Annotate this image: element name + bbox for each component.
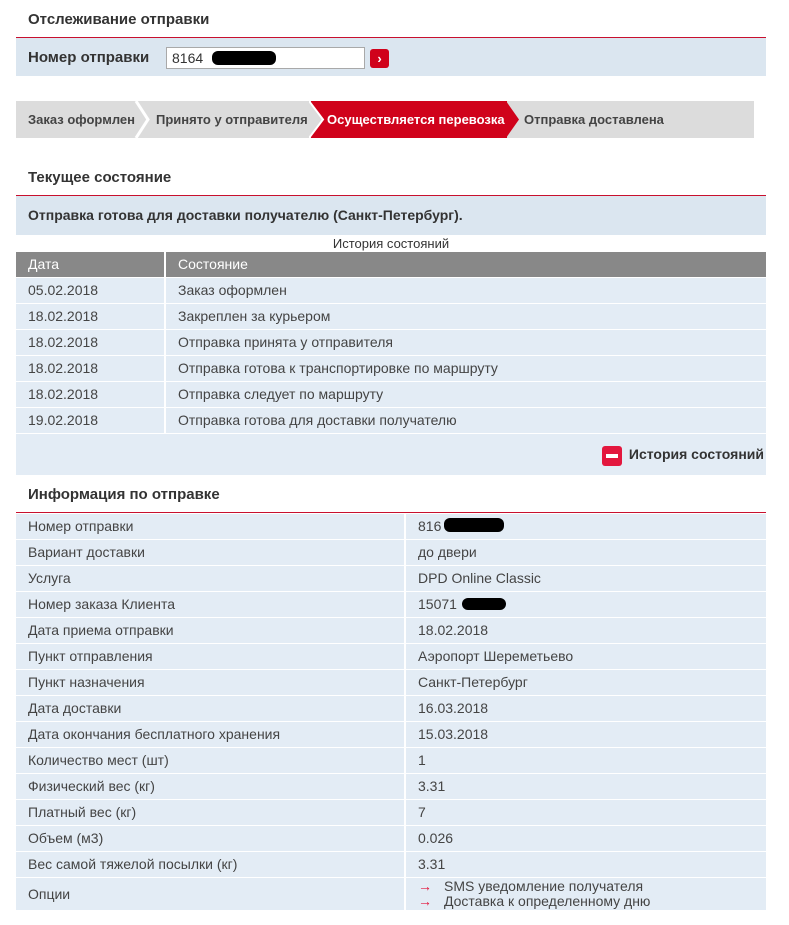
divider — [404, 670, 406, 695]
history-col-state: Состояние — [178, 256, 248, 272]
history-col-date: Дата — [28, 256, 60, 272]
info-row — [16, 774, 766, 799]
info-value: 816 — [418, 518, 442, 534]
divider — [404, 696, 406, 721]
info-value: 3.31 — [418, 778, 446, 794]
history-state: Отправка готова к транспортировке по маршруту — [178, 360, 498, 376]
step-delivered[interactable] — [522, 101, 754, 138]
divider — [404, 748, 406, 773]
info-label: Опции — [28, 886, 71, 902]
redaction-mark — [444, 518, 504, 532]
divider — [404, 852, 406, 877]
history-state: Отправка принята у отправителя — [178, 334, 393, 350]
history-date: 18.02.2018 — [28, 386, 99, 402]
divider — [164, 356, 166, 381]
history-caption: История состояний — [332, 236, 450, 251]
info-label: Вариант доставки — [28, 544, 145, 560]
option-label: SMS уведомление получателя — [444, 878, 644, 894]
info-value: 3.31 — [418, 856, 446, 872]
divider — [164, 408, 166, 433]
info-row — [16, 852, 766, 877]
divider — [404, 644, 406, 669]
history-row — [16, 382, 766, 407]
info-label: Дата окончания бесплатного хранения — [28, 726, 281, 742]
info-value: 18.02.2018 — [418, 622, 489, 638]
divider — [404, 592, 406, 617]
info-label: Дата доставки — [28, 700, 122, 716]
info-value: 15.03.2018 — [418, 726, 489, 742]
chevron-right-icon: › — [377, 51, 382, 66]
history-row — [16, 278, 766, 303]
progress-steps — [16, 101, 754, 138]
history-state: Заказ оформлен — [178, 282, 287, 298]
info-label: Услуга — [28, 570, 71, 586]
tracking-number-label: Номер отправки — [28, 49, 150, 66]
info-row-options — [16, 878, 766, 910]
divider — [404, 826, 406, 851]
info-row — [16, 514, 766, 539]
info-row — [16, 800, 766, 825]
info-value: 1 — [418, 752, 426, 768]
history-footer — [16, 434, 766, 480]
info-value: Аэропорт Шереметьево — [418, 648, 574, 664]
divider — [164, 278, 166, 303]
step-accepted[interactable] — [150, 101, 310, 138]
history-row — [16, 356, 766, 381]
arrow-right-icon: → — [418, 893, 432, 909]
history-collapse-label: История состояний — [628, 446, 764, 462]
redaction-mark — [212, 51, 276, 65]
info-label: Количество мест (шт) — [28, 752, 169, 768]
info-label: Платный вес (кг) — [28, 804, 137, 820]
info-value: 7 — [418, 804, 426, 820]
history-row — [16, 304, 766, 329]
divider — [164, 330, 166, 355]
option-label: Доставка к определенному дню — [444, 893, 651, 909]
info-row — [16, 540, 766, 565]
divider — [404, 774, 406, 799]
info-row — [16, 592, 766, 617]
option-item — [418, 894, 650, 909]
info-row — [16, 618, 766, 643]
info-row — [16, 826, 766, 851]
minus-icon — [602, 446, 622, 466]
current-state-title: Текущее состояние — [16, 158, 766, 196]
tracking-title: Отслеживание отправки — [16, 0, 766, 38]
step-label: Принято у отправителя — [156, 112, 308, 127]
history-date: 18.02.2018 — [28, 308, 99, 324]
info-row — [16, 748, 766, 773]
option-item — [418, 879, 643, 894]
divider — [404, 878, 406, 910]
divider — [164, 382, 166, 407]
info-label: Пункт отправления — [28, 648, 153, 664]
tracking-bar — [16, 38, 766, 76]
history-date: 19.02.2018 — [28, 412, 99, 428]
arrow-right-icon: → — [418, 878, 432, 894]
info-label: Вес самой тяжелой посылки (кг) — [28, 856, 238, 872]
history-row — [16, 408, 766, 433]
step-active-head — [506, 101, 520, 138]
info-row — [16, 644, 766, 669]
info-label: Пункт назначения — [28, 674, 145, 690]
redaction-mark — [462, 598, 506, 610]
step-label: Заказ оформлен — [28, 112, 135, 127]
step-label: Осуществляется перевозка — [327, 112, 505, 127]
divider — [404, 800, 406, 825]
history-header — [16, 252, 766, 277]
divider — [164, 304, 166, 329]
step-active-tail — [309, 101, 325, 138]
step-separator — [134, 101, 150, 138]
info-row — [16, 670, 766, 695]
info-value: Санкт-Петербург — [418, 674, 528, 690]
info-label: Физический вес (кг) — [28, 778, 155, 794]
history-row — [16, 330, 766, 355]
info-value: 15071 — [418, 596, 457, 612]
info-label: Номер отправки — [28, 518, 134, 534]
shipment-info-title: Информация по отправке — [16, 475, 766, 513]
history-state: Отправка готова для доставки получателю — [178, 412, 457, 428]
info-label: Номер заказа Клиента — [28, 596, 176, 612]
info-row — [16, 566, 766, 591]
history-date: 18.02.2018 — [28, 334, 99, 350]
search-button[interactable] — [370, 49, 389, 68]
divider — [404, 566, 406, 591]
history-collapse-button[interactable] — [629, 446, 764, 462]
info-row — [16, 696, 766, 721]
divider — [164, 252, 166, 277]
history-date: 18.02.2018 — [28, 360, 99, 376]
info-label: Дата приема отправки — [28, 622, 174, 638]
info-value: DPD Online Classic — [418, 570, 541, 586]
divider — [404, 722, 406, 747]
info-label: Объем (м3) — [28, 830, 104, 846]
divider — [404, 540, 406, 565]
step-order-created[interactable] — [16, 101, 136, 138]
current-state-text: Отправка готова для доставки получателю (Санкт-Петербург). — [16, 196, 766, 235]
divider — [404, 514, 406, 539]
divider — [404, 618, 406, 643]
history-state: Отправка следует по маршруту — [178, 386, 384, 402]
info-value: 16.03.2018 — [418, 700, 489, 716]
info-row — [16, 722, 766, 747]
step-in-transit[interactable] — [311, 101, 507, 138]
info-value: до двери — [418, 544, 477, 560]
history-state: Закреплен за курьером — [178, 308, 331, 324]
info-value: 0.026 — [418, 830, 454, 846]
step-label: Отправка доставлена — [524, 112, 664, 127]
history-date: 05.02.2018 — [28, 282, 99, 298]
